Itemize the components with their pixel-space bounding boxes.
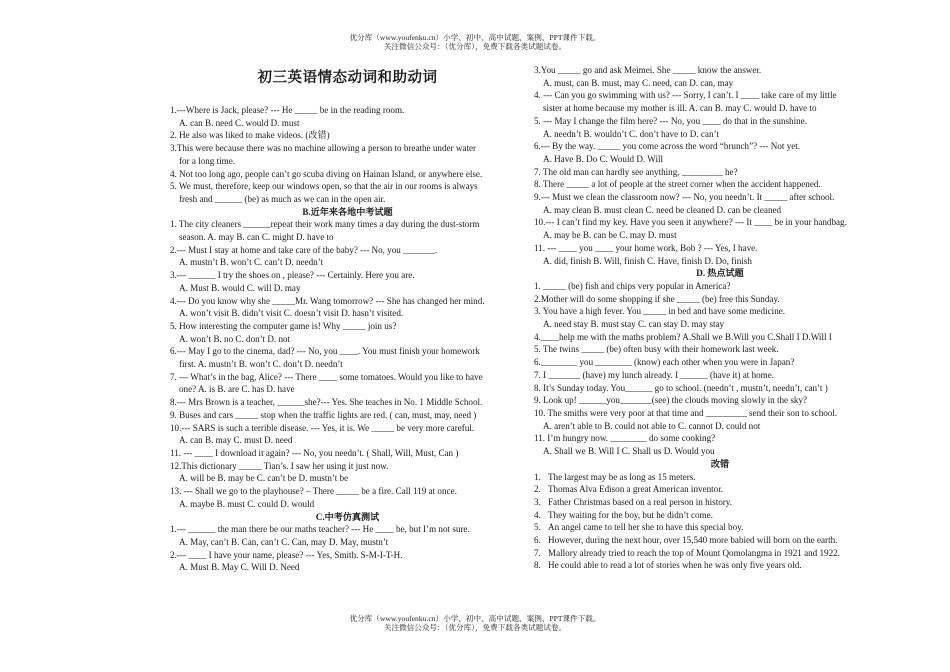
section-heading-d: D. 热点试题 <box>696 268 744 279</box>
question-line: 6.________ you ________ (know) each other when you were in Japan? <box>534 357 795 368</box>
question-line: 7. --- What’s in the bag, Alice? --- There ____ some tomatoes. Would you like to have <box>170 371 483 382</box>
question-line: 5. How interesting the computer game is! Why _____ join us? <box>170 320 397 331</box>
question-line: 9. Look up! ______you_______(see) the clouds moving slowly in the sky? <box>534 395 808 406</box>
question-line: 5. The twins _____ (be) often busy with their homework last week. <box>534 344 779 355</box>
right-column <box>534 64 906 572</box>
answer-options: A. can B. need C. would D. must <box>179 117 300 128</box>
question-line: sister at home because my mother is ill. A. can B. may C. would D. have to <box>543 103 817 114</box>
answer-options: A. needn’t B. wouldn’t C. don’t have to D. can’t <box>543 128 719 139</box>
question-line: 11. --- ____ I download it again? --- No, you needn’t. ( Shall, Will, Must, Can ) <box>170 447 459 458</box>
answer-options: A. won’t B. no C. don’t D. not <box>179 333 291 344</box>
question-line: 9.--- Must we clean the classroom now? --- No, you needn’t. It _____ after school. <box>534 192 835 203</box>
question-line: 1. _____ (be) fish and chips very popular in America? <box>534 280 731 291</box>
answer-options: season. A. may B. can C. might D. have to <box>179 232 334 243</box>
question-line: 12.This dictionary _____ Tian’s. I saw her using it just now. <box>170 460 389 471</box>
question-line: 6.--- May I go to the cinema, dad? --- No, you ____. You must finish your homework <box>170 346 480 357</box>
header-line-1: 优分库（www.youfenku.cn）小学、初中、高中试题、案例、PPT课件下载。 <box>349 33 601 42</box>
answer-options: A. Must B. would C. will D. may <box>179 282 301 293</box>
question-line: 8. There _____ a lot of people at the street corner when the accident happened. <box>534 179 821 190</box>
answer-options: A. Must B. May C. Will D. Need <box>179 562 300 573</box>
question-line: 9. Buses and cars _____ stop when the traffic lights are red. ( can, must, may, need ) <box>170 409 477 420</box>
answer-options: A. will be B. may be C. can’t be D. mustn’t be <box>179 473 349 484</box>
question-line: 8. It’s Sunday today. You______ go to school. (needn’t , mustn’t, needn’t, can’t ) <box>534 382 828 393</box>
correction-item: 1. The largest may be as long as 15 meters. <box>534 471 696 482</box>
question-line: 2.Mother will do some shopping if she _____ (be) free this Sunday. <box>534 293 780 304</box>
question-line: 1. The city cleaners ______repeat their work many times a day during the dust-storm <box>170 219 480 230</box>
question-line: 11. I’m hungry now. ________ do some cooking? <box>534 433 716 444</box>
answer-options: A. won’t visit B. didn’t visit C. doesn’t visit D. hasn’t visited. <box>179 308 404 319</box>
answer-options: A. must, can B. must, may C. need, can D. can, may <box>543 77 734 88</box>
question-line: 5. We must, therefore, keep our windows open, so that the air in our rooms is always <box>170 181 478 192</box>
answer-options: A. Shall we B. Will I C. Shall us D. Would you <box>543 446 715 457</box>
answer-options: A. mustn’t B. won’t C. can’t D. needn’t <box>179 257 324 268</box>
page-title: 初三英语情态动词和助动词 <box>257 70 438 86</box>
answer-options: first. A. mustn’t B. won’t C. don’t D. needn’t <box>179 359 343 370</box>
section-heading-c: C.中考仿真测试 <box>315 511 380 522</box>
question-line: 10.--- I can’t find my key. Have you seen it anywhere? --- It ____ be in your handbag. <box>534 217 847 228</box>
question-line: 10.--- SARS is such a terrible disease. --- Yes, it is. We _____ be very more careful. <box>170 422 475 433</box>
question-line: 3. You have a high fever. You _____ in bed and have some medicine. <box>534 306 786 317</box>
question-line: for a long time. <box>179 155 236 166</box>
answer-options: A. maybe B. must C. could D. would <box>179 498 315 509</box>
answer-options: one? A. is B. are C. has D. have <box>179 384 295 395</box>
correction-item: 2. Thomas Alva Edison a great American inventor. <box>534 484 724 495</box>
answer-options: A. may clean B. must clean C. need be cleaned D. can be cleaned <box>543 204 782 215</box>
question-line: 13. --- Shall we go to the playhouse? – There _____ be a fire. Call 119 at once. <box>170 486 457 497</box>
question-line: 3.You _____ go and ask Meimei. She _____ know the answer. <box>534 65 762 75</box>
question-line: 2. He also was liked to make videos. (改错) <box>170 130 330 141</box>
section-heading-correction: 改错 <box>710 458 730 469</box>
footer-line-2: 关注微信公众号：（优分库），免费下载各类试题试卷。 <box>383 623 567 632</box>
header-line-2: 关注微信公众号：（优分库），免费下载各类试题试卷。 <box>383 42 567 51</box>
question-line: 4. --- Can you go swimming with us? --- Sorry, I can’t. I ____ take care of my little <box>534 90 837 101</box>
answer-options: A. did, finish B. Will, finish C. Have, finish D. Do, finish <box>543 255 752 266</box>
question-line: 1.--- ______ the man there be our maths teacher? --- He ____ be, but I’m not sure. <box>170 524 470 535</box>
answer-options: A. can B. may C. must D. need <box>179 435 293 446</box>
question-line: 6.--- By the way. _____ you come across the word “brunch”? --- Not yet. <box>534 141 801 152</box>
page-header <box>0 33 950 51</box>
question-line: 2.--- ____ I have your name, please? --- Yes, Smith. S-M-I-T-H. <box>170 549 403 560</box>
question-line: 4.____help me with the maths problem? A.Shall we B.Will you C.Shall I D.Will I <box>534 331 832 342</box>
answer-options: A. Have B. Do C. Would D. Will <box>543 153 664 164</box>
question-line: 3.This were because there was no machine allowing a person to breathe under water <box>170 143 477 154</box>
answer-options: A. May, can’t B. Can, can’t C. Can, may D. May, mustn’t <box>179 536 389 547</box>
section-heading-b: B.近年来各地中考试题 <box>302 206 393 217</box>
answer-options: A. may be B. can be C. may D. must <box>543 230 677 241</box>
answer-options: A. need stay B. must stay C. can stay D. may stay <box>543 319 725 330</box>
question-line: 11. --- ____ you ____ your home work, Bob ? --- Yes, I have. <box>534 242 758 253</box>
correction-item: 5. An angel came to tell her she to have this special boy. <box>534 522 744 533</box>
question-line: 1.---Where is Jack, please? --- He _____ be in the reading room. <box>170 105 405 115</box>
question-line: fresh and ______ (be) as much as we can in the open air. <box>179 193 386 204</box>
question-line: 7. The old man can hardly see anything, _________ he? <box>534 166 738 177</box>
question-line: 4. Not too long ago, people can’t go scuba diving on Hainan Island, or anywhere else. <box>170 168 483 179</box>
correction-item: 7. Mallory already tried to reach the top of Mount Qomolangma in 1921 and 1922. <box>534 547 840 558</box>
question-line: 5. --- May I change the film here? --- No, you ____ do that in the sunshine. <box>534 115 807 126</box>
correction-item: 4. They waiting for the boy, but he didn’t come. <box>534 509 713 520</box>
correction-item: 3. Father Christmas based on a real person in history. <box>534 496 733 507</box>
question-line: 10. The smiths were very poor at that time and _________ send their son to school. <box>534 407 838 418</box>
question-line: 8.--- Mrs Brown is a teacher, ______she?--- Yes. She teaches in No. 1 Middle School. <box>170 397 483 408</box>
question-line: 2.--- Must I stay at home and take care of the baby? --- No, you _______. <box>170 244 438 255</box>
correction-item: 8. He could able to read a lot of stories when he was only five years old. <box>534 560 802 571</box>
correction-item: 6. However, during the next hour, over 15,540 more babied will born on the earth. <box>534 535 838 546</box>
question-line: 7. I _______ (have) my lunch already. I ______ (have it) at home. <box>534 369 775 380</box>
page-footer <box>0 614 950 632</box>
question-line: 3.--- ______ I try the shoes on , please? --- Certainly. Here you are. <box>170 270 415 281</box>
question-line: 4.--- Do you know why she _____Mr. Wang tomorrow? --- She has changed her mind. <box>170 295 485 306</box>
answer-options: A. aren’t able to B. could not able to C. cannot D. could not <box>543 420 761 431</box>
left-column <box>170 64 525 574</box>
footer-line-1: 优分库（www.youfenku.cn）小学、初中、高中试题、案例、PPT课件下载。 <box>349 614 601 623</box>
